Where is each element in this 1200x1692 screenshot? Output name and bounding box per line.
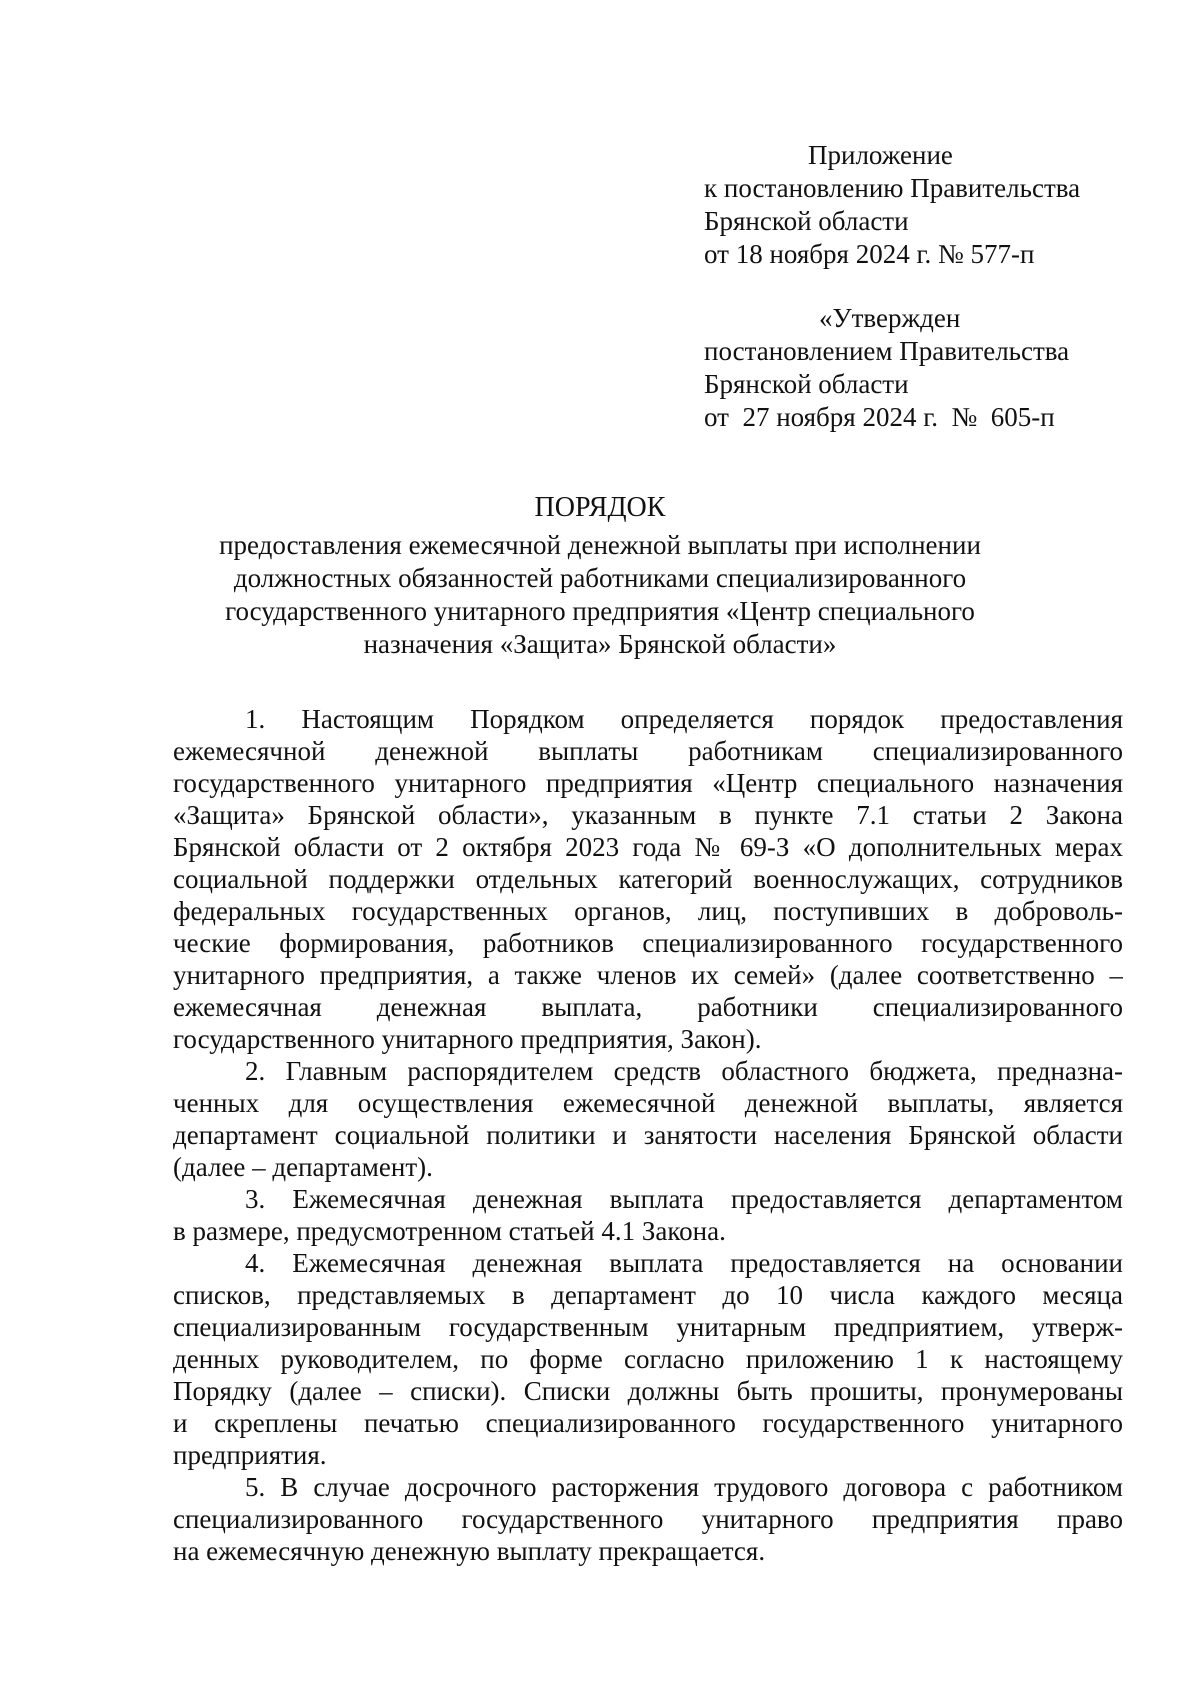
text-line: ежемесячной денежной выплаты работникам специализированного — [173, 736, 1123, 766]
approval-line: от 27 ноября 2024 г. № 605-п — [704, 402, 1055, 432]
text-line: специализированным государственным унитарным предприятием, утверж- — [173, 1312, 1123, 1342]
subtitle-line: предоставления ежемесячной денежной выплаты при исполнении — [219, 530, 981, 560]
paragraph-4 — [173, 1247, 1123, 1471]
document-title: ПОРЯДОК — [534, 492, 666, 523]
approval-line: «Утвержден — [819, 303, 961, 333]
text-line: 5. В случае досрочного расторжения трудового договора с работником — [245, 1472, 1123, 1502]
appendix-line: Брянской области — [704, 206, 909, 236]
subtitle-line: назначения «Защита» Брянской области» — [363, 629, 837, 659]
paragraph-3 — [173, 1183, 1123, 1247]
text-line: федеральных государственных органов, лиц, поступивших в доброволь- — [173, 896, 1123, 926]
paragraph-1 — [173, 703, 1123, 1055]
paragraph-2 — [173, 1055, 1123, 1183]
text-line: унитарного предприятия, а также членов их семей» (далее соответственно – — [173, 960, 1123, 990]
document-subtitle — [0, 529, 1200, 661]
text-line: на ежемесячную денежную выплату прекращается. — [173, 1536, 766, 1566]
appendix-line: от 18 ноября 2024 г. № 577-п — [704, 239, 1035, 269]
subtitle-line: должностных обязанностей работниками специализированного — [233, 563, 967, 593]
approval-line: Брянской области — [704, 369, 909, 399]
text-line: государственного унитарного предприятия, Закон). — [173, 1024, 762, 1054]
text-line: ченных для осуществления ежемесячной денежной выплаты, является — [173, 1088, 1123, 1118]
text-line: специализированного государственного унитарного предприятия право — [173, 1504, 1123, 1534]
text-line: 3. Ежемесячная денежная выплата предоставляется департаментом — [245, 1184, 1123, 1214]
appendix-line: Приложение — [808, 140, 953, 170]
text-line: ческие формирования, работников специализированного государственного — [173, 928, 1123, 958]
text-line: предприятия. — [173, 1440, 327, 1470]
text-line: (далее – департамент). — [173, 1152, 433, 1182]
approval-header — [704, 302, 1144, 434]
text-line: «Защита» Брянской области», указанным в пункте 7.1 статьи 2 Закона — [173, 800, 1123, 830]
text-line: денных руководителем, по форме согласно приложению 1 к настоящему — [173, 1344, 1123, 1374]
text-line: Порядку (далее – списки). Списки должны быть прошиты, пронумерованы — [173, 1376, 1123, 1406]
text-line: департамент социальной политики и занятости населения Брянской области — [173, 1120, 1123, 1150]
text-line: 1. Настоящим Порядком определяется порядок предоставления — [245, 704, 1123, 734]
text-line: государственного унитарного предприятия «Центр специального назначения — [173, 768, 1123, 798]
appendix-header — [704, 139, 1144, 271]
approval-line: постановлением Правительства — [704, 336, 1070, 366]
text-line: 2. Главным распорядителем средств областного бюджета, предназна- — [245, 1056, 1123, 1086]
appendix-line: к постановлению Правительства — [704, 173, 1081, 203]
text-line: в размере, предусмотренном статьей 4.1 Закона. — [173, 1216, 726, 1246]
text-line: социальной поддержки отдельных категорий военнослужащих, сотрудников — [173, 864, 1123, 894]
text-line: ежемесячная денежная выплата, работники специализированного — [173, 992, 1123, 1022]
document-body — [173, 703, 1123, 1567]
text-line: списков, представляемых в департамент до 10 числа каждого месяца — [173, 1280, 1123, 1310]
subtitle-line: государственного унитарного предприятия «Центр специального — [225, 596, 975, 626]
paragraph-5 — [173, 1471, 1123, 1567]
text-line: Брянской области от 2 октября 2023 года № 69-З «О дополнительных мерах — [173, 832, 1123, 862]
text-line: и скреплены печатью специализированного государственного унитарного — [173, 1408, 1123, 1438]
text-line: 4. Ежемесячная денежная выплата предоставляется на основании — [245, 1248, 1123, 1278]
